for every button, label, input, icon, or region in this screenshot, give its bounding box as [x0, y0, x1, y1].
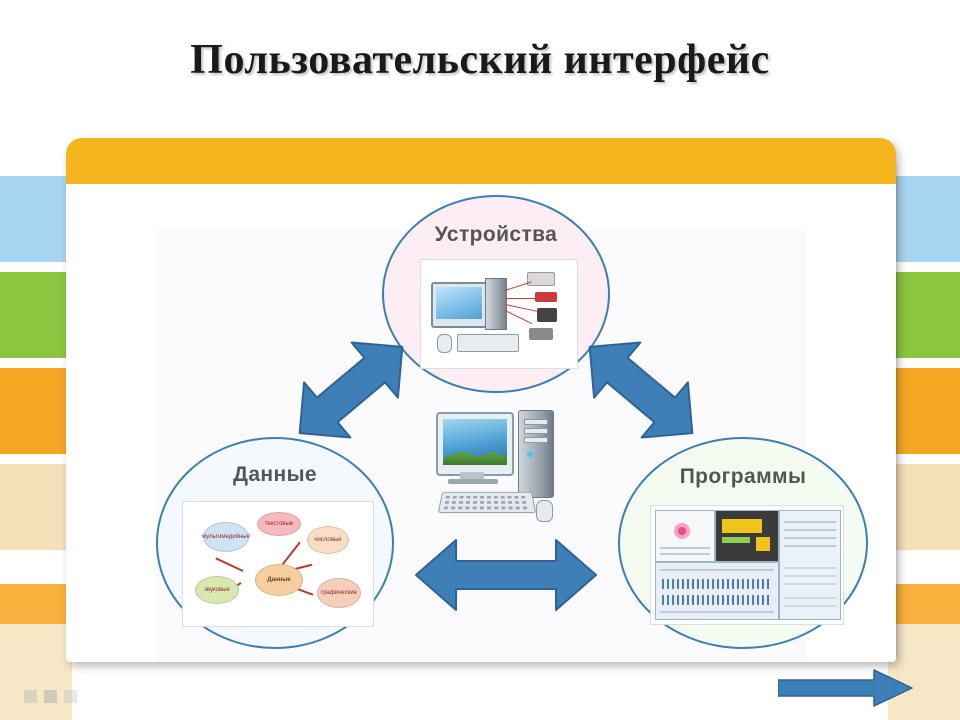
- data-thumbnail: [182, 501, 374, 627]
- center-keyboard: [438, 492, 537, 513]
- camera-icon: [537, 308, 557, 322]
- media-player-screenshot: [715, 510, 779, 562]
- flower-image: [674, 523, 690, 539]
- diagram-node-programs-label: Программы: [679, 465, 807, 488]
- data-bubble-center: Данные: [255, 564, 303, 596]
- center-computer-icon: [432, 408, 568, 532]
- text-editor-screenshot: [779, 510, 841, 620]
- speaker-icon: [529, 328, 553, 340]
- monitor-icon: [431, 282, 487, 328]
- center-tower: [518, 410, 554, 498]
- printer-icon: [527, 272, 555, 286]
- decorative-artifact: [24, 688, 96, 706]
- diagram-node-devices-label: Устройства: [434, 223, 558, 246]
- mouse-icon: [437, 334, 452, 353]
- data-bubble-graphic: графические: [317, 578, 361, 608]
- connector-arrow-devices: [276, 330, 426, 450]
- keyboard-icon: [457, 334, 519, 352]
- page-title: Пользовательский интерфейс: [190, 37, 770, 83]
- tower-icon: [485, 278, 507, 330]
- programs-thumbnail: [650, 505, 844, 625]
- card-topbar: [66, 138, 896, 184]
- sound-editor-screenshot: [655, 562, 779, 620]
- diagram-node-data[interactable]: [156, 437, 394, 649]
- right-arrow-icon: [778, 668, 914, 708]
- data-bubble-text: текстовые: [257, 512, 301, 536]
- scanner-icon: [535, 292, 557, 302]
- data-bubble-sound: звуковые: [195, 576, 239, 604]
- diagram-node-data-label: Данные: [232, 463, 318, 486]
- connector-arrow-programs: [566, 330, 716, 450]
- graphics-editor-screenshot: [655, 510, 715, 562]
- devices-thumbnail: [420, 259, 578, 369]
- center-mouse: [536, 500, 553, 522]
- connector-arrow-data-programs: [410, 530, 602, 620]
- next-slide-button[interactable]: [778, 668, 914, 708]
- data-bubble-multimedia: мультимедийные: [203, 522, 249, 552]
- center-monitor: [436, 412, 514, 476]
- diagram-node-programs[interactable]: [618, 437, 868, 649]
- data-bubble-numeric: числовые: [307, 526, 349, 554]
